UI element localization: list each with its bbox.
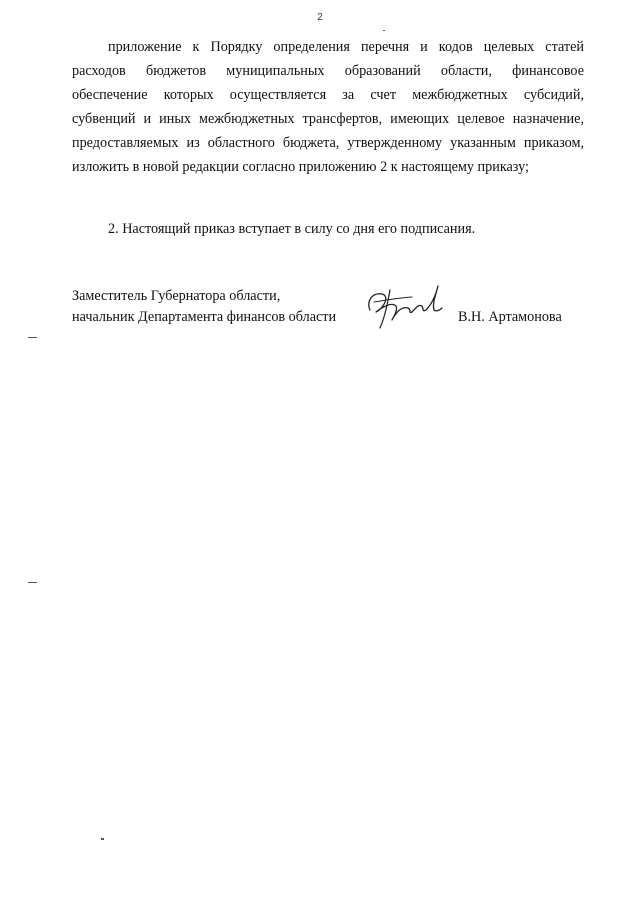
scan-mark [101, 838, 104, 840]
scan-mark [383, 30, 385, 31]
paragraph-line: субвенций и иных межбюджетных трансфертов, имеющих целевое назначение, [72, 111, 584, 127]
page-number: 2 [317, 12, 323, 23]
paragraph-line: приложение к Порядку определения перечня и кодов целевых статей [108, 39, 584, 55]
paragraph-line: расходов бюджетов муниципальных образований области, финансовое [72, 63, 584, 79]
item-2-effective-date: 2. Настоящий приказ вступает в силу со дня его подписания. [108, 221, 476, 237]
signer-position-line-1: Заместитель Губернатора области, [72, 288, 281, 304]
paragraph-appendix-amendment [72, 35, 584, 179]
signer-name: В.Н. Артамонова [458, 309, 562, 325]
paragraph-line: предоставляемых из областного бюджета, утвержденному указанным приказом, [72, 135, 584, 151]
signer-position [72, 286, 336, 328]
handwritten-signature [362, 280, 444, 330]
signer-position-line-2: начальник Департамента финансов области [72, 309, 337, 325]
scan-mark [28, 337, 37, 338]
paragraph-line: изложить в новой редакции согласно приложению 2 к настоящему приказу; [72, 159, 529, 175]
scan-mark [28, 582, 37, 583]
paragraph-line: обеспечение которых осуществляется за счет межбюджетных субсидий, [72, 87, 584, 103]
